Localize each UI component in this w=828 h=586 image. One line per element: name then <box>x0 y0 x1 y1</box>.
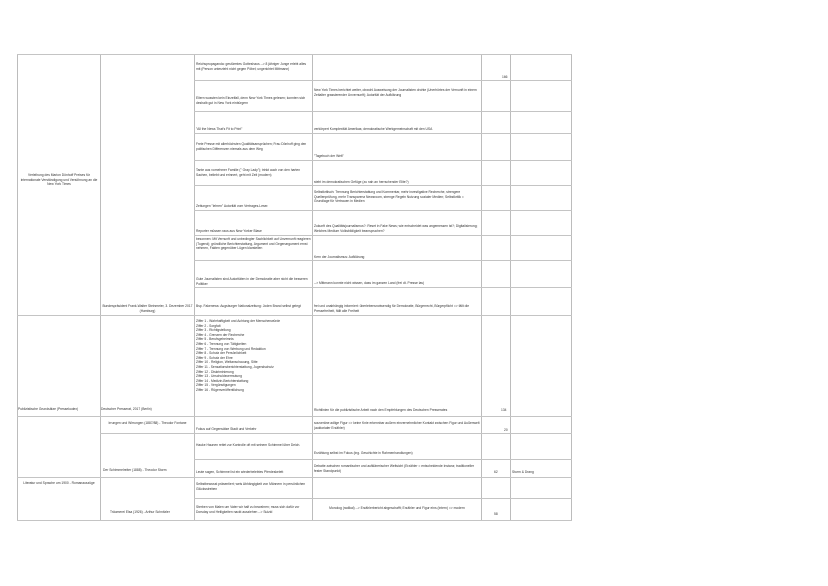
table-cell: 62 <box>494 470 498 474</box>
table-cell: souveräne adlige Figur => keine Knie erkennbar außern einvernehmlicher Kontakt zwischen Figur und Außenwelt (auktorialer Erzähler) <box>314 421 480 430</box>
table-cell: Ziffer 1 - Wahrhaftigkeit und Achtung der Menschenwürde Ziffer 2 - Sorgfalt Ziffer 3 - Richtigstellung Ziffer 4 - Grenzen der Recherche Ziffer 5 - Berufsgeheimnis Ziffer 6 - Trennung von Tätigkeiten Ziffer 7 - Trennung von Werbung und Redaktion Ziffer 8 - Schutz der Persönlichkeit Ziffer 9 - Schutz der Ehre Ziffer 10 - Religion, Weltanschauung, Sitte Ziffer 11 - Sensationsberichterstattung, Jugendschutz Ziffer 12 - Diskriminierung Ziffer 13 - Unschuldsvermutung Ziffer 14 - Medizin-Berichterstattung Ziffer 15 - Vergünstigungen Ziffer 16 - Rügenveröffentlichung <box>196 319 281 392</box>
grid-line <box>17 54 572 55</box>
table-cell: Bsp. Fakenews: Augsburger Nationalzeitung: Joden Brand selbst gelegt <box>196 304 301 308</box>
section-heading: Literatur und Sprache um 1900 - Romanauszüge <box>23 481 95 485</box>
table-cell: Monolog (radikal) --> Erzählerbericht abgeschafft; Erzähler und Figur eins (intern) => modern <box>329 506 465 510</box>
table-cell: Reporter müssen raus aus New Yorker Blase <box>196 229 262 233</box>
table-cell: New York Times berichtet weiter, obwohl Ausweisung der Journalisten drohte (Unerhörtes der Vernunft in einem Zeitalter grassierender Unvernunft); Autorität der Aufklärung <box>314 88 477 97</box>
table-cell: Debatte zwischen romantischer und aufklärerischer Weltsicht (Erzähler = entscheidende Instanz; traditioneller fester Standpunkt) <box>314 464 475 473</box>
table-cell: Kern der Journalismus: Aufklärung <box>314 255 365 259</box>
subsection-heading: Träumerei Elsa (1926) - Arthur Schnitzler <box>110 510 170 514</box>
grid-line <box>194 133 572 134</box>
subsection-heading: Deutscher Presserat, 2017 (Berlin) <box>101 407 152 411</box>
table-cell: Sturm & Drang <box>512 470 534 474</box>
grid-line <box>194 111 572 112</box>
subsection-heading: Irrungen und Wirrungen (1887/88) - Theodor Fontane <box>108 421 187 425</box>
table-cell: Zukunft des Qualitätsjournalismus?: Reset in Fake News; wie entscheidet was angemessen ist?; Digitalisierung; Welches Medium Volksbildigkeit beanspruchen? <box>314 224 478 233</box>
table-cell: "All the News That's Fit to Print" <box>196 127 243 131</box>
grid-line <box>17 477 572 478</box>
section-heading: Verleihung des Marion Dönhoff Preises für internationale Verständigung und Versöhnung an die New York Times <box>20 173 98 187</box>
subsection-heading: Bundespräsident Frank-Walter Steinmeier, 3. Dezember 2017 (Hamburg) <box>102 304 193 313</box>
grid-line <box>100 433 572 434</box>
table-cell: frei und unabhängig informiert: überlebensnotwendig für Demokratie, Bürgerrecht, Bürgerpflicht => fällt die Pressefreiheit, fällt alle Freiheit <box>314 304 470 313</box>
section-heading: Publizistische Grundsätze (Pressekodex) <box>18 407 79 411</box>
table-cell: Tante aus vornehmer Familie (" Gray Lady"); trinkt auch von den harten Sachen, beliebt und erinnert, geht mit Zeit (modern) <box>196 168 301 177</box>
grid-line <box>194 498 572 499</box>
table-cell: 20 <box>504 428 508 432</box>
grid-line <box>194 235 572 236</box>
table-cell: Fokus auf Gegensätze Stadt und Verkehr <box>196 427 257 431</box>
grid-line <box>17 54 18 520</box>
table-cell: 134 <box>501 408 507 412</box>
grid-line <box>194 287 572 288</box>
table-cell: Zeitungen "lehren" Autorität vom Vertrages-Leser. <box>196 204 269 208</box>
table-cell: "Tagebuch der Welt" <box>314 154 344 158</box>
table-cell: Eltern wussten kein Einzelfall, denn New York Times gelesen; konnten sich deshalb gut in New York einbürgern <box>196 96 306 105</box>
grid-line <box>17 315 572 316</box>
table-cell: Leute sagen, Schimmel ist ein wiederbelebtes Pferdeskelett <box>196 470 284 474</box>
table-cell: Freie Presse mit allerhöchsten Qualitätsansprüchen; Frau Dönhoff ging den politischen Differenzen niemals aus dem Weg <box>196 142 307 151</box>
table-cell: besonnen: Mit Vernunft und unbedingter Sachlichkeit auf Unvernunft reagieren (Tugend); gründliche Berichterstattung, Argument und Gegenargument ernst nehmen, Fakten gegenüber Lügen klarstellen <box>196 237 311 251</box>
table-cell: Gute Journalisten sind Autoritäten in der Demokratie aber nicht die besseren Politiker <box>196 277 308 286</box>
table-cell: Selbstkritisch: Trennung Berichterstattung und Kommentar, mehr investigative Recherche, strengere Quellenprüfung, mehr Transparenz Newsroom, strenge Regeln Nutzung sozialer Medien; Selbstkritik = Grundlage für Vertrauen in Medien <box>314 190 464 204</box>
table-cell: steht im demokratischen Gefüge (zu nah an herrschender Elite?) <box>314 180 409 184</box>
grid-line <box>194 80 572 81</box>
table-cell: Selbstbewusst präsentiert; weis Abhängigkeit von Männern in persönlichen Glücksstreben <box>196 482 306 491</box>
table-cell: Sterben von Malen um Vater wir half zu bewahren; muss sich dafür vor Dorsday und Heiligkeiten nackt ausziehen --> Suizid <box>196 505 300 514</box>
table-cell: Reichspropaganda: gestürmtes Gotteshaus --> 8 jähriger Junge erlebt alles mit (Person unterzieht nicht gegen Pöbel; ungerichtet Mittmann) <box>196 62 307 71</box>
table-cell: Hauke Haunen reitet zur Kontrolle oft mit seinem Schimmel über Deich. <box>196 443 301 447</box>
grid-line <box>17 520 572 521</box>
table-cell: 166 <box>502 75 508 79</box>
grid-line <box>194 210 572 211</box>
table-cell: Erzählung selbst im Fokus (ing. Geschichte in Rahmenhandlungen) <box>314 451 413 455</box>
grid-line <box>194 260 572 261</box>
table-cell: verkörpert Komplexität Amerikas; demokratische Werkgemeinschaft mit den USA <box>314 127 433 131</box>
table-cell: Richtlinien für die publizistische Arbeit nach den Empfehlungen des Deutschen Presserates <box>314 408 448 412</box>
table-cell: --> Mittmann konnte nicht wissen, dass im ganzen Land (frei dt. Presse las) <box>314 281 425 285</box>
subsection-heading: Der Schimmelreiter (1888) - Theodor Storm <box>103 468 167 472</box>
grid-line <box>194 459 572 460</box>
grid-line <box>17 416 572 417</box>
grid-line <box>100 54 101 520</box>
grid-line <box>194 185 572 186</box>
grid-line <box>194 160 572 161</box>
table-cell: 58 <box>494 512 498 516</box>
